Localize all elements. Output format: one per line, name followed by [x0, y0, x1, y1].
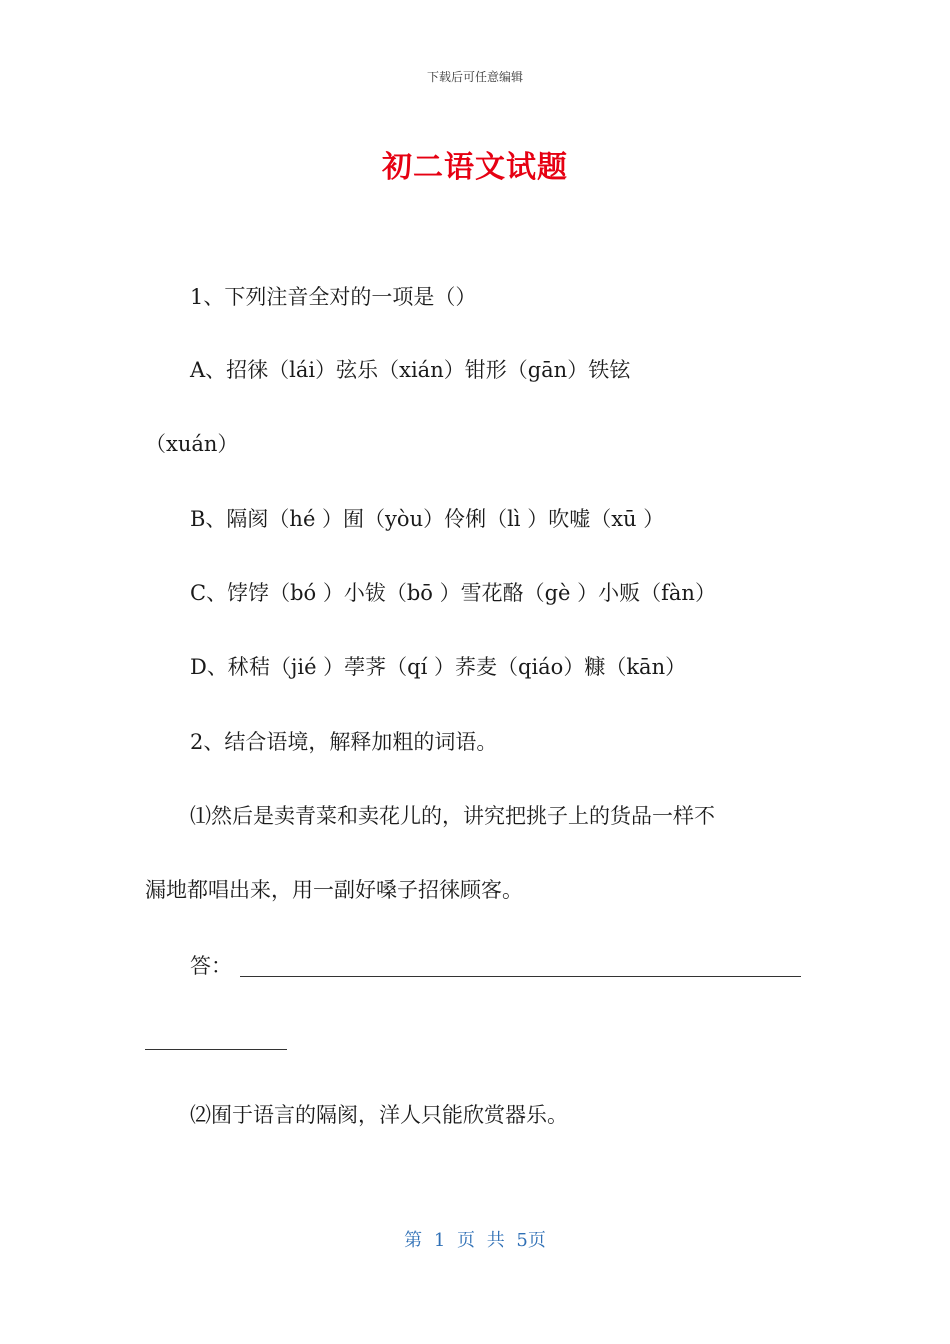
- question-2-item-1-continued: 漏地都唱出来，用一副好嗓子招徕顾客。: [145, 878, 523, 902]
- question-1: 1、下列注音全对的一项是（）: [190, 285, 477, 309]
- answer-label: 答：: [190, 954, 232, 978]
- question-2-item-1: ⑴然后是卖青菜和卖花儿的，讲究把挑子上的货品一样不: [190, 804, 715, 828]
- question-1-option-c: C、饽饽（bó ）小钹（bō ）雪花酪（gè ）小贩（fàn）: [190, 581, 716, 605]
- header-note: 下载后可任意编辑: [426, 70, 523, 84]
- page-number-footer: 第 1 页 共 5页: [404, 1230, 546, 1251]
- question-1-option-b: B、隔阂（hé ）囿（yòu）伶俐（lì ）吹嘘（xū ）: [190, 507, 665, 531]
- answer-line-continued[interactable]: [145, 1049, 287, 1050]
- question-1-option-a: A、招徕（lái）弦乐（xián）钳形（gān）铁铉: [190, 358, 631, 382]
- question-1-option-a-continued: （xuán）: [145, 432, 239, 456]
- document-title: 初二语文试题: [382, 150, 568, 185]
- question-2: 2、结合语境，解释加粗的词语。: [190, 730, 498, 754]
- question-1-option-d: D、秫秸（jié ）荸荠（qí ）荞麦（qiáo）糠（kān）: [190, 655, 687, 679]
- answer-line[interactable]: [240, 976, 801, 977]
- question-2-item-2: ⑵囿于语言的隔阂，洋人只能欣赏器乐。: [190, 1103, 568, 1127]
